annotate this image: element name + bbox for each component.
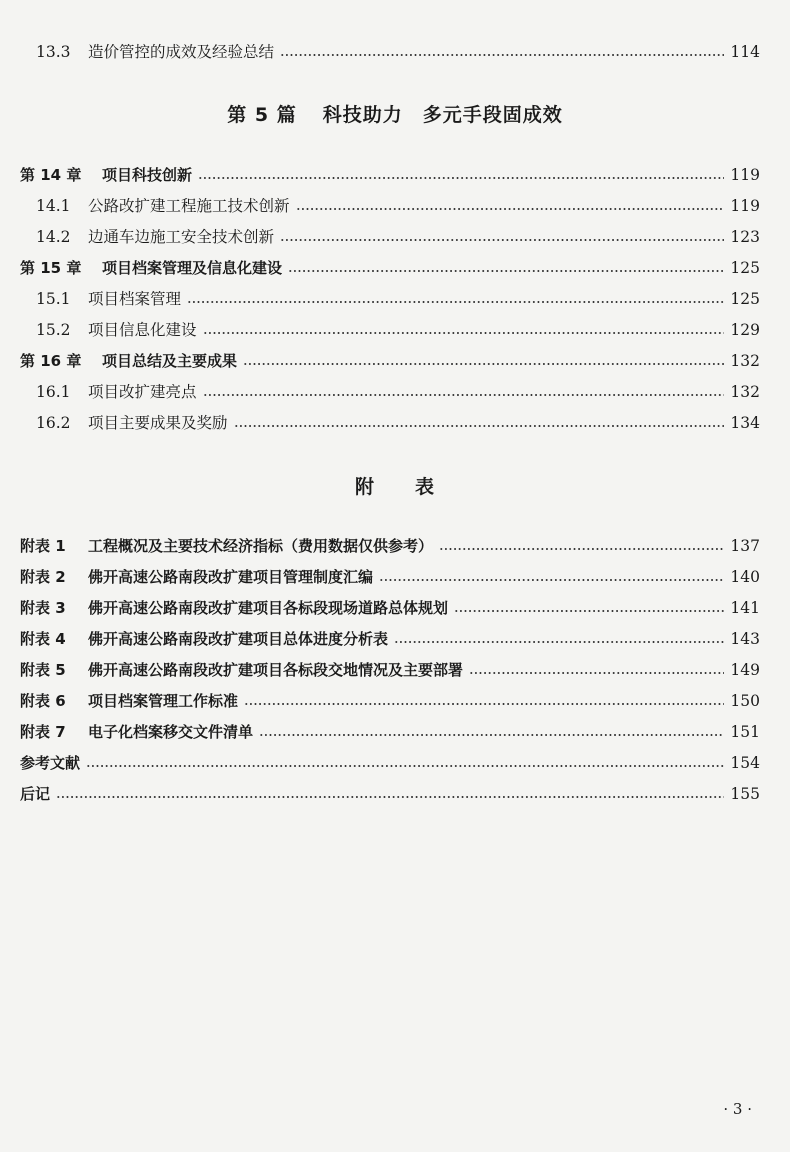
toc-appendix-1[interactable] (20, 532, 760, 560)
dot-leader (187, 301, 724, 303)
afterword-title: 后记 (20, 785, 51, 803)
page-number: 132 (730, 352, 760, 370)
chapter-number: 第 15 章 (20, 259, 82, 277)
page-number: 123 (730, 228, 760, 246)
page-number: 149 (730, 661, 760, 679)
appendix-number: 附表 6 (20, 692, 66, 710)
chapter-number: 第 14 章 (20, 166, 82, 184)
page-number: 155 (730, 785, 760, 803)
dot-leader (86, 765, 724, 767)
dot-leader (439, 548, 724, 550)
page-number: 154 (730, 754, 760, 772)
toc-appendix-7[interactable] (20, 718, 760, 746)
chapter-title: 项目科技创新 (102, 166, 193, 184)
dot-leader (234, 425, 725, 427)
appendix-title: 佛开高速公路南段改扩建项目总体进度分析表 (88, 630, 389, 648)
section-title: 边通车边施工安全技术创新 (88, 228, 275, 246)
page-number: 129 (730, 321, 760, 339)
appendix-title: 佛开高速公路南段改扩建项目管理制度汇编 (88, 568, 374, 586)
dot-leader (454, 610, 724, 612)
part-title: 科技助力 多元手段固成效 (322, 104, 563, 126)
dot-leader (280, 239, 724, 241)
section-number: 13.3 (36, 43, 71, 61)
page-number: 151 (730, 723, 760, 741)
part-heading (0, 100, 790, 127)
chapter-title: 项目档案管理及信息化建设 (102, 259, 283, 277)
appendix-heading: 附 表 (354, 476, 435, 498)
appendix-number: 附表 4 (20, 630, 66, 648)
dot-leader (203, 394, 725, 396)
page-number: 134 (730, 414, 760, 432)
page-number: 125 (730, 259, 760, 277)
section-title: 项目信息化建设 (88, 321, 197, 339)
section-number: 14.1 (36, 197, 71, 215)
toc-entry-16-2[interactable] (36, 409, 760, 437)
page-number: 119 (730, 166, 760, 184)
chapter-title: 项目总结及主要成果 (102, 352, 238, 370)
section-title: 项目主要成果及奖励 (88, 414, 228, 432)
dot-leader (56, 796, 724, 798)
dot-leader (379, 579, 724, 581)
section-title: 造价管控的成效及经验总结 (88, 43, 275, 61)
appendix-number: 附表 7 (20, 723, 66, 741)
appendix-number: 附表 5 (20, 661, 66, 679)
footer-page-number: · 3 · (723, 1100, 752, 1118)
page-number: 132 (730, 383, 760, 401)
toc-appendix-5[interactable] (20, 656, 760, 684)
page-number: 114 (730, 43, 760, 61)
appendix-number: 附表 3 (20, 599, 66, 617)
appendix-title: 佛开高速公路南段改扩建项目各标段现场道路总体规划 (88, 599, 449, 617)
dot-leader (394, 641, 724, 643)
toc-chapter-16[interactable] (20, 347, 760, 375)
references-title: 参考文献 (20, 754, 81, 772)
toc-entry-13-3[interactable] (36, 38, 760, 66)
appendix-title: 电子化档案移交文件清单 (88, 723, 254, 741)
toc-appendix-2[interactable] (20, 563, 760, 591)
dot-leader (198, 177, 724, 179)
page-number: 125 (730, 290, 760, 308)
appendix-number: 附表 2 (20, 568, 66, 586)
section-number: 16.2 (36, 414, 71, 432)
dot-leader (259, 734, 724, 736)
dot-leader (469, 672, 724, 674)
toc-chapter-15[interactable] (20, 254, 760, 282)
page-number: 150 (730, 692, 760, 710)
toc-entry-15-2[interactable] (36, 316, 760, 344)
toc-appendix-6[interactable] (20, 687, 760, 715)
section-number: 14.2 (36, 228, 71, 246)
toc-entry-16-1[interactable] (36, 378, 760, 406)
page-number: 119 (730, 197, 760, 215)
page-number: 141 (730, 599, 760, 617)
section-number: 15.2 (36, 321, 71, 339)
section-title: 公路改扩建工程施工技术创新 (88, 197, 290, 215)
chapter-number: 第 16 章 (20, 352, 82, 370)
toc-entry-15-1[interactable] (36, 285, 760, 313)
page-number: 140 (730, 568, 760, 586)
toc-appendix-3[interactable] (20, 594, 760, 622)
dot-leader (243, 363, 724, 365)
toc-chapter-14[interactable] (20, 161, 760, 189)
dot-leader (280, 54, 724, 56)
dot-leader (203, 332, 725, 334)
dot-leader (288, 270, 724, 272)
appendix-title: 工程概况及主要技术经济指标（费用数据仅供参考） (88, 537, 434, 555)
appendix-title: 佛开高速公路南段改扩建项目各标段交地情况及主要部署 (88, 661, 464, 679)
appendix-number: 附表 1 (20, 537, 66, 555)
section-number: 16.1 (36, 383, 71, 401)
dot-leader (244, 703, 724, 705)
toc-appendix-4[interactable] (20, 625, 760, 653)
part-label: 第 5 篇 (227, 104, 297, 126)
section-title: 项目档案管理 (88, 290, 182, 308)
toc-references[interactable] (20, 749, 760, 777)
dot-leader (296, 208, 725, 210)
toc-afterword[interactable] (20, 780, 760, 808)
page-number: 137 (730, 537, 760, 555)
appendix-title: 项目档案管理工作标准 (88, 692, 239, 710)
page-number: 143 (730, 630, 760, 648)
section-title: 项目改扩建亮点 (88, 383, 197, 401)
section-number: 15.1 (36, 290, 71, 308)
toc-entry-14-2[interactable] (36, 223, 760, 251)
toc-entry-14-1[interactable] (36, 192, 760, 220)
